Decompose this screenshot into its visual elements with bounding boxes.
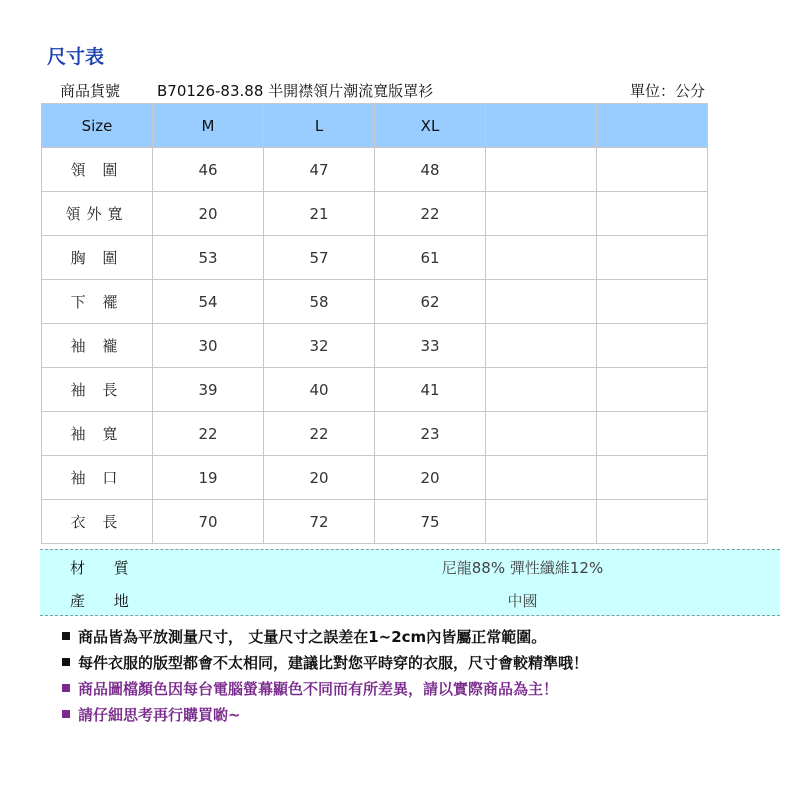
row-label: 下 襬 (42, 280, 153, 324)
square-bullet-icon (62, 710, 70, 718)
table-row (42, 412, 708, 456)
table-cell: 39 (153, 368, 264, 412)
material-label: 材 質 (70, 559, 141, 577)
origin-label: 產 地 (70, 592, 141, 610)
table-row (42, 324, 708, 368)
table-cell (486, 368, 597, 412)
table-row (42, 280, 708, 324)
table-cell (486, 236, 597, 280)
table-cell (597, 412, 708, 456)
table-cell: 22 (375, 192, 486, 236)
table-cell (597, 280, 708, 324)
table-row (42, 500, 708, 544)
square-bullet-icon (62, 658, 70, 666)
row-label: 胸 圍 (42, 236, 153, 280)
table-cell: 20 (264, 456, 375, 500)
square-bullet-icon (62, 684, 70, 692)
table-cell: 40 (264, 368, 375, 412)
table-cell: 30 (153, 324, 264, 368)
note-item (62, 702, 588, 728)
table-cell: 22 (264, 412, 375, 456)
table-cell: 21 (264, 192, 375, 236)
material-value: 尼龍88% 彈性纖維12% (441, 559, 604, 577)
table-cell (486, 148, 597, 192)
header-cell-m: M (153, 104, 264, 148)
note-text: 商品皆為平放測量尺寸， 丈量尺寸之誤差在1~2cm內皆屬正常範圍。 (78, 628, 547, 646)
material-row (40, 552, 780, 584)
table-cell: 72 (264, 500, 375, 544)
header-cell-l: L (264, 104, 375, 148)
table-header-row (42, 104, 708, 148)
table-cell: 33 (375, 324, 486, 368)
table-row (42, 192, 708, 236)
table-cell (486, 280, 597, 324)
row-label: 衣 長 (42, 500, 153, 544)
header-cell-size: Size (42, 104, 153, 148)
table-cell: 46 (153, 148, 264, 192)
header-cell-xl: XL (375, 104, 486, 148)
table-cell (597, 236, 708, 280)
table-cell (597, 192, 708, 236)
note-text: 商品圖檔顏色因每台電腦螢幕顯色不同而有所差異，請以實際商品為主！ (78, 680, 559, 698)
table-cell (597, 500, 708, 544)
row-label: 袖 口 (42, 456, 153, 500)
row-label: 袖 長 (42, 368, 153, 412)
product-info (60, 80, 705, 102)
note-item (62, 650, 588, 676)
note-item (62, 676, 588, 702)
table-row (42, 368, 708, 412)
table-cell: 48 (375, 148, 486, 192)
table-cell: 41 (375, 368, 486, 412)
table-cell (597, 148, 708, 192)
material-section (40, 549, 780, 616)
row-label: 袖 襱 (42, 324, 153, 368)
table-cell: 57 (264, 236, 375, 280)
table-cell: 23 (375, 412, 486, 456)
table-row (42, 148, 708, 192)
table-cell: 54 (153, 280, 264, 324)
table-cell: 70 (153, 500, 264, 544)
origin-row (40, 585, 780, 617)
size-table (41, 103, 708, 544)
table-cell (486, 324, 597, 368)
product-code-value: B70126-83.88 半開襟領片潮流寬版罩衫 (157, 82, 434, 100)
note-text: 請仔細思考再行購買喲~ (78, 706, 241, 724)
table-cell (486, 192, 597, 236)
table-cell: 75 (375, 500, 486, 544)
table-row (42, 236, 708, 280)
table-cell (486, 456, 597, 500)
header-cell-empty (597, 104, 708, 148)
product-code-label: 商品貨號 (60, 82, 121, 100)
square-bullet-icon (62, 632, 70, 640)
table-cell (597, 324, 708, 368)
table-cell: 47 (264, 148, 375, 192)
notes-list (62, 624, 588, 728)
table-cell: 22 (153, 412, 264, 456)
note-item (62, 624, 588, 650)
table-cell: 32 (264, 324, 375, 368)
header-cell-empty (486, 104, 597, 148)
table-cell: 20 (153, 192, 264, 236)
note-text: 每件衣服的版型都會不太相同，建議比對您平時穿的衣服，尺寸會較精準哦！ (78, 654, 589, 672)
unit-label: 單位：公分 (629, 82, 705, 100)
row-label: 領 圍 (42, 148, 153, 192)
row-label: 領外寬 (42, 192, 153, 236)
table-cell: 19 (153, 456, 264, 500)
row-label: 袖 寬 (42, 412, 153, 456)
table-row (42, 456, 708, 500)
table-cell (486, 412, 597, 456)
origin-value: 中國 (507, 592, 538, 610)
table-cell: 61 (375, 236, 486, 280)
table-cell: 53 (153, 236, 264, 280)
table-cell (597, 368, 708, 412)
table-cell: 20 (375, 456, 486, 500)
table-cell (486, 500, 597, 544)
table-cell: 58 (264, 280, 375, 324)
table-cell: 62 (375, 280, 486, 324)
page-title: 尺寸表 (47, 46, 105, 68)
table-cell (597, 456, 708, 500)
